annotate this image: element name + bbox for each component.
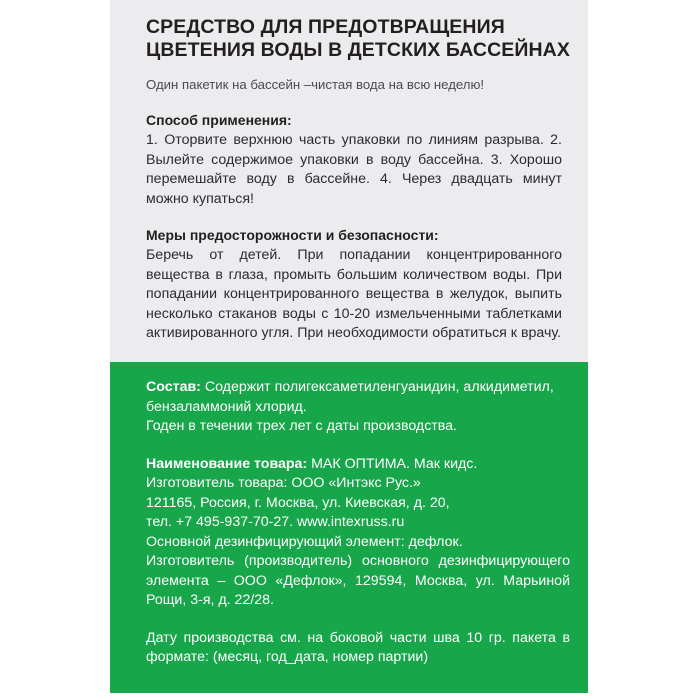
production-date-text: Дату производства см. на боковой части шва 10 гр. пакета в формате: (месяц, год_дата, номер партии): [146, 629, 570, 665]
usage-body: 1. Оторвите верхнюю часть упаковки по линиям разрыва. 2. Вылейте содержимое упаковки в воду бассейна. 3. Хорошо перемешайте воду в бассейне. 4. Через двадцать минут можно купаться!: [146, 132, 562, 207]
usage-section: [146, 111, 562, 209]
active-element-line: Основной дезинфицирующий элемент: дефлок.: [146, 533, 463, 550]
composition-label: Состав:: [146, 379, 201, 395]
product-name-label: Наименование товара:: [146, 455, 308, 472]
manufacturer-address-line: 121165, Россия, г. Москва, ул. Киевская, д. 20,: [146, 494, 450, 511]
safety-heading: Меры предосторожности и безопасности:: [146, 227, 439, 243]
composition-section: [146, 378, 570, 437]
product-tagline: Один пакетик на бассейн –чистая вода на всю неделю!: [146, 77, 485, 92]
page-title-line-2: ЦВЕТЕНИЯ ВОДЫ В ДЕТСКИХ БАССЕЙНАХ: [146, 39, 570, 61]
product-details-section: [146, 455, 570, 611]
composition-paragraph: [146, 378, 570, 417]
production-date-section: [146, 629, 570, 668]
page-title-line-1: СРЕДСТВО ДЛЯ ПРЕДОТВРАЩЕНИЯ: [146, 16, 505, 38]
manufacturer-contact-line: тел. +7 495-937-70-27. www.intexruss.ru: [146, 514, 405, 530]
element-manufacturer-line: Изготовитель (производитель) основного дезинфицирующего элемента – ООО «Дефлок», 129594, Москва, ул. Марьиной Рощи, 3-я, д. 22/28.: [146, 553, 570, 608]
safety-body: Беречь от детей. При попадании концентрированного вещества в глаза, промыть большим количеством воды. При попадании концентрированного вещества в желудок, выпить несколько стаканов воды с 10-20 измельченными таблетками активированного угля. При необходимости обратиться к врачу.: [146, 247, 562, 341]
composition-text: Содержит полигексаметиленгуанидин, алкидиметил, бензаламмоний хлорид.: [146, 379, 554, 415]
page-title: [146, 16, 570, 62]
usage-heading: Способ применения:: [146, 112, 292, 128]
manufacturer-line: Изготовитель товара: ООО «Интэкс Рус.»: [146, 475, 421, 491]
safety-section: [146, 226, 562, 344]
product-name-paragraph: [146, 455, 570, 475]
shelf-life-text: Годен в течении трех лет с даты производства.: [146, 418, 457, 434]
product-info-panel: [110, 362, 588, 693]
product-name-value: МАК ОПТИМА. Мак кидс.: [307, 455, 478, 472]
instructions-panel: [110, 0, 588, 362]
